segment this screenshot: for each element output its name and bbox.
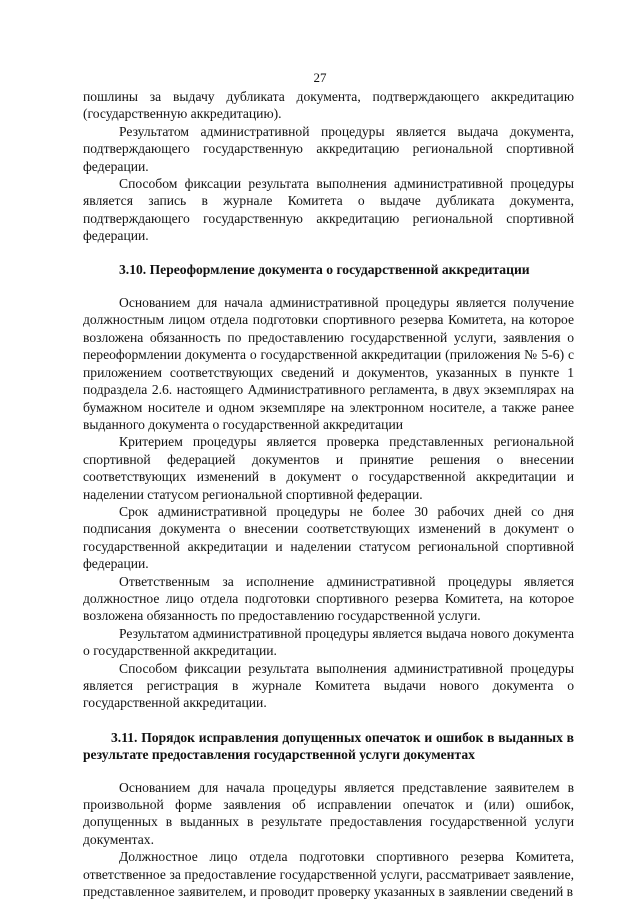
paragraph-3-10-responsible: Ответственным за исполнение административной процедуры является должностное лицо отдела подготовки спортивного резерва Комитета, на которое возложена обязанность по предоставлению государственной услуги. (83, 573, 574, 624)
paragraph-fixation-duplicate: Способом фиксации результата выполнения административной процедуры является запись в журнале Комитета о выдаче дубликата документа, подтверждающего государственную аккредитацию региональной спортивной федерации. (83, 176, 574, 244)
paragraph-3-10-result: Результатом административной процедуры является выдача нового документа о государственной аккредитации. (83, 625, 574, 659)
section-3-11-heading: 3.11. Порядок исправления допущенных опечаток и ошибок в выданных в результате предоставления государственной услуги документах (83, 729, 574, 763)
paragraph-3-10-basis: Основанием для начала административной процедуры является получение должностным лицом отдела подготовки спортивного резерва Комитета, на которое возложена обязанность по предоставлению государственной услуги, заявления о переоформлении документа о государственной аккредитации (приложения № 5-6) с приложением соответствующих сведений и документов, указанных в пункте 1 подраздела 2.6. настоящего Административного регламента, в двух экземплярах на бумажном носителе и одном экземпляре на электронном носителе, а также ранее выданного документа о государственной аккредитации (83, 295, 574, 432)
paragraph-result-duplicate: Результатом административной процедуры является выдача документа, подтверждающего государственную аккредитацию региональной спортивной федерации. (83, 123, 574, 174)
paragraph-3-10-term: Срок административной процедуры не более 30 рабочих дней со дня подписания документа о внесении соответствующих изменений в документ о государственной аккредитации и наделении статусом региональной спортивной федерации. (83, 503, 574, 572)
paragraph-3-10-fixation: Способом фиксации результата выполнения административной процедуры является регистрация в журнале Комитета выдачи нового документа о государственной аккредитации. (83, 660, 574, 711)
page-content (83, 88, 574, 900)
paragraph-3-11-review: Должностное лицо отдела подготовки спортивного резерва Комитета, ответственное за предоставление государственной услуги, рассматривает заявление, представленное заявителем, и проводит проверку указанных в заявлении сведений в (83, 849, 574, 900)
paragraph-fee-continuation: пошлины за выдачу дубликата документа, подтверждающего аккредитацию (государственную аккредитацию). (83, 89, 574, 122)
section-3-10-heading: 3.10. Переоформление документа о государственной аккредитации (119, 261, 530, 277)
paragraph-3-10-criterion: Критерием процедуры является проверка представленных региональной спортивной федерацией документов и принятие решения о внесении соответствующих изменений в документ о государственной аккредитации и наделении статусом региональной спортивной федерации. (83, 434, 574, 502)
page-number: 27 (313, 70, 327, 85)
paragraph-3-11-basis: Основанием для начала процедуры является представление заявителем в произвольной форме заявления об исправлении опечаток и (или) ошибок, допущенных в выданных в результате предоставления государственной услуги документах. (83, 779, 574, 847)
